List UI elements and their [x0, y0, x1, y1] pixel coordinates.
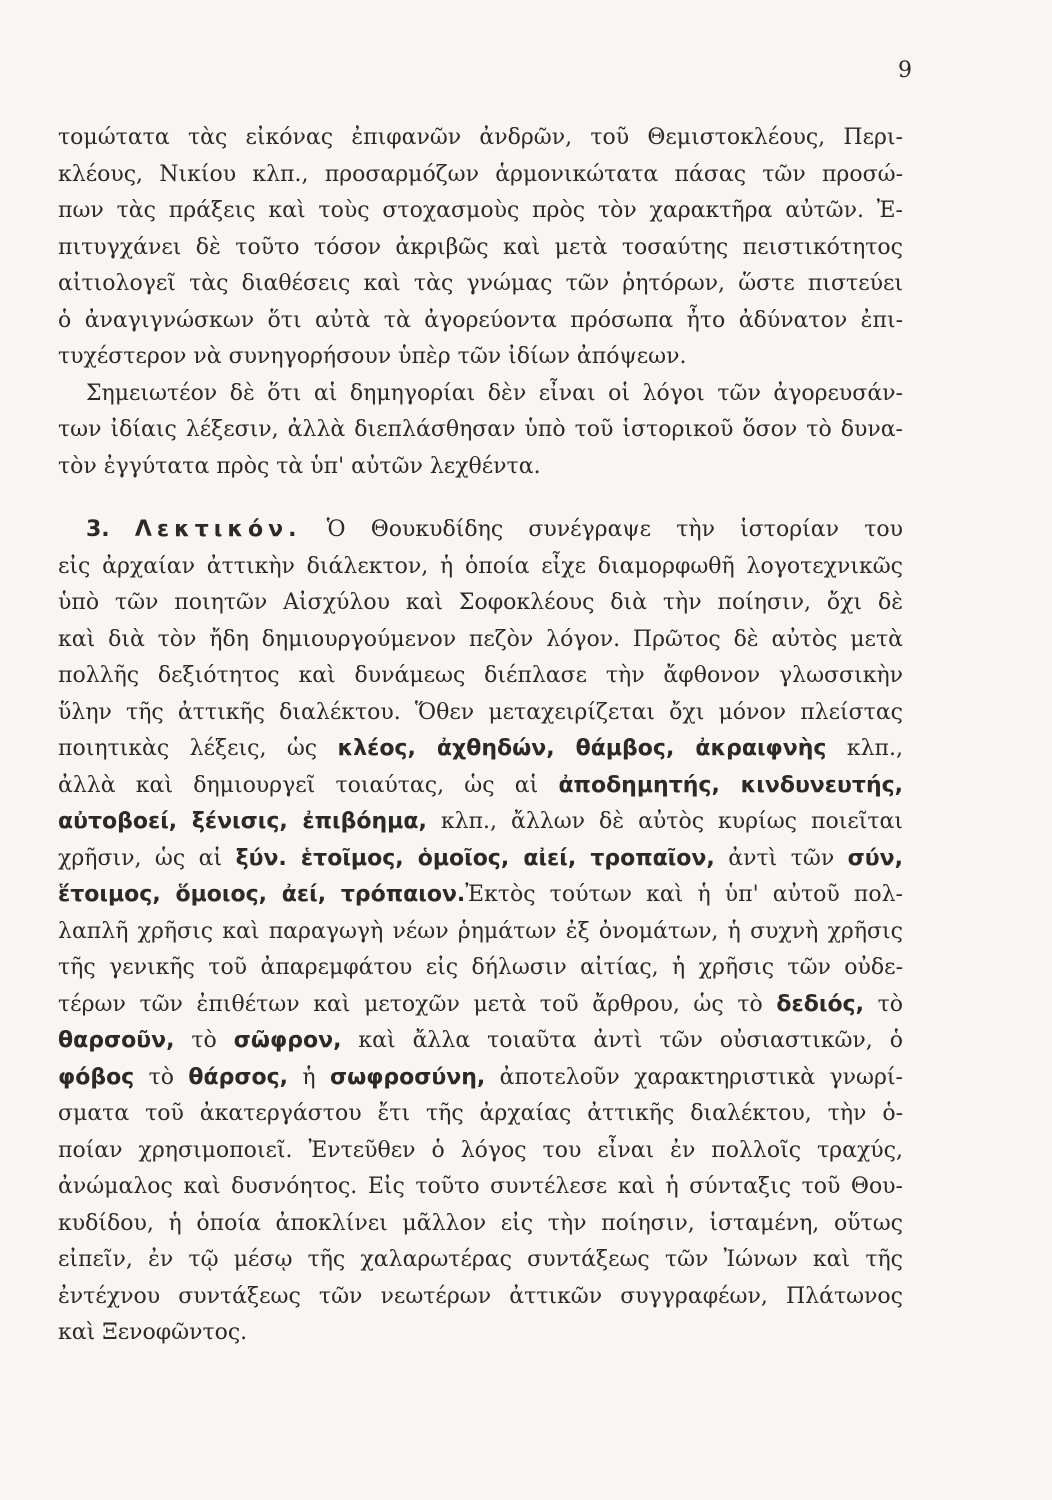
text-line: κλέους, Νικίου κλπ., προσαρμόζων ἁρμονικώτατα πάσας τῶν προσώ-: [58, 161, 903, 187]
text-line: [58, 1060, 903, 1097]
section-title: Λεκτικόν.: [134, 517, 302, 542]
text-line: λαπλῆ χρῆσις καὶ παραγωγὴ νέων ῥημάτων ἐξ ὀνομάτων, ἡ συχνὴ χρῆσις: [58, 918, 903, 944]
text-span: Ἐκτὸς τούτων καὶ ἡ ὑπ' αὐτοῦ πολ-: [465, 882, 903, 907]
section-number: 3.: [86, 517, 110, 542]
text-line: πιτυγχάνει δὲ τοῦτο τόσον ἀκριβῶς καὶ μετὰ τοσαύτης πειστικότητος: [58, 234, 903, 260]
text-span: ἀντὶ τῶν: [728, 845, 835, 871]
text-line: αἰτιολογεῖ τὰς διαθέσεις καὶ τὰς γνώμας τῶν ῥητόρων, ὥστε πιστεύει: [58, 271, 903, 296]
text-span: ἀλλὰ καὶ δημιουργεῖ τοιαύτας, ὡς αἱ: [58, 772, 539, 798]
text-line: πολλῆς δεξιότητος καὶ δυνάμεως διέπλασε τὴν ἄφθονον γλωσσικὴν: [58, 663, 903, 688]
text-span: ἀποτελοῦν χαρακτηριστικὰ γνωρί-: [499, 1064, 903, 1090]
text-line: [58, 1023, 903, 1060]
bold-words: αὐτοβοεί, ξένισις, ἐπιβόημα,: [58, 809, 427, 834]
bold-words: σύν,: [847, 845, 903, 871]
text-span: τὸ: [877, 991, 903, 1017]
text-line: τομώτατα τὰς εἰκόνας ἐπιφανῶν ἀνδρῶν, τοῦ Θεμιστοκλέους, Περι-: [58, 125, 903, 150]
bold-words: σῶφρον,: [233, 1028, 342, 1053]
text-line: ποίαν χρησιμοποιεῖ. Ἐντεῦθεν ὁ λόγος του εἶναι ἐν πολλοῖς τραχύς,: [58, 1137, 903, 1163]
text-span: καὶ ἄλλα τοιαῦτα ἀντὶ τῶν οὐσιαστικῶν, ὁ: [358, 1028, 903, 1053]
text-span: Ὁ Θουκυδίδης συνέγραψε τὴν ἱστορίαν του: [326, 517, 903, 542]
text-line: καὶ Ξενοφῶντος.: [58, 1320, 248, 1345]
text-line: τυχέστερον νὰ συνηγορήσουν ὑπὲρ τῶν ἰδίων ἀπόψεων.: [58, 344, 687, 369]
text-line: ὕλην τῆς ἀττικῆς διαλέκτου. Ὅθεν μεταχειρίζεται ὄχι μόνον πλείστας: [58, 699, 903, 725]
text-line: ὑπὸ τῶν ποιητῶν Αἰσχύλου καὶ Σοφοκλέους διὰ τὴν ποίησιν, ὄχι δὲ: [58, 590, 903, 615]
text-line: [58, 731, 903, 768]
text-line: ἐντέχνου συντάξεως τῶν νεωτέρων ἀττικῶν συγγραφέων, Πλάτωνος: [58, 1283, 903, 1309]
text-line: κυδίδου, ἡ ὁποία ἀποκλίνει μᾶλλον εἰς τὴν ποίησιν, ἱσταμένη, οὕτως: [58, 1210, 903, 1236]
text-span: τὸ: [191, 1028, 217, 1053]
text-span: τέρων τῶν ἐπιθέτων καὶ μετοχῶν μετὰ τοῦ ἄρθρου, ὡς τὸ: [58, 991, 763, 1017]
text-span: τὸ: [148, 1064, 175, 1090]
bold-words: φόβος: [58, 1064, 135, 1090]
text-line: τὸν ἐγγύτατα πρὸς τὰ ὑπ' αὐτῶν λεχθέντα.: [58, 453, 541, 479]
text-line: τῆς γενικῆς τοῦ ἀπαρεμφάτου εἰς δήλωσιν αἰτίας, ἡ χρῆσις τῶν οὐδε-: [58, 955, 903, 980]
text-line: [58, 987, 903, 1024]
text-line: σματα τοῦ ἀκατεργάστου ἔτι τῆς ἀρχαίας ἀττικῆς διαλέκτου, τὴν ὁ-: [58, 1101, 903, 1126]
text-line: των ἰδίαις λέξεσιν, ἀλλὰ διεπλάσθησαν ὑπὸ τοῦ ἱστορικοῦ ὅσον τὸ δυνα-: [58, 417, 903, 442]
text-line: ὁ ἀναγιγνώσκων ὅτι αὐτὰ τὰ ἀγορεύοντα πρόσωπα ἦτο ἀδύνατον ἐπι-: [58, 307, 903, 333]
text-span: κλπ., ἄλλων δὲ αὐτὸς κυρίως ποιεῖται: [440, 809, 903, 834]
section-heading-line: [58, 512, 903, 549]
bold-words: κλέος, ἀχθηδών, θάμβος, ἀκραιφνὴς: [337, 736, 827, 761]
text-line: εἰπεῖν, ἐν τῷ μέσῳ τῆς χαλαρωτέρας συντάξεως τῶν Ἰώνων καὶ τῆς: [58, 1247, 903, 1272]
bold-words: ξύν. ἑτοῖμος, ὁμοῖος, αἰεί, τροπαῖον,: [235, 845, 715, 871]
bold-words: ἕτοιμος, ὅμοιος, ἀεί, τρόπαιον.: [58, 882, 466, 907]
section-lektikon: [58, 512, 903, 1352]
bold-words: ἀποδημητής, κινδυνευτής,: [558, 772, 903, 798]
text-line: ἀνώμαλος καὶ δυσνόητος. Εἰς τοῦτο συντέλεσε καὶ ἡ σύνταξις τοῦ Θου-: [58, 1174, 903, 1199]
body-text-top: [58, 120, 903, 485]
text-span: χρῆσιν, ὡς αἱ: [58, 845, 223, 871]
bold-words: δεδιός,: [776, 991, 864, 1017]
text-line: [58, 877, 903, 914]
text-line: [58, 841, 903, 878]
bold-words: θάρσος,: [188, 1064, 289, 1090]
bold-words: θαρσοῦν,: [58, 1028, 175, 1053]
text-span: ἡ: [302, 1064, 316, 1090]
bold-words: σωφροσύνη,: [329, 1064, 486, 1090]
text-line: καὶ διὰ τὸν ἤδη δημιουργούμενον πεζὸν λόγον. Πρῶτος δὲ αὐτὸς μετὰ: [58, 626, 903, 652]
text-line: εἰς ἀρχαίαν ἀττικὴν διάλεκτον, ἡ ὁποία εἶχε διαμορφωθῆ λογοτεχνικῶς: [58, 553, 903, 579]
text-line: [58, 768, 903, 805]
text-span: ποιητικὰς λέξεις, ὡς: [58, 736, 318, 761]
text-line: [58, 804, 903, 841]
text-line: Σημειωτέον δὲ ὅτι αἱ δημηγορίαι δὲν εἶναι οἱ λόγοι τῶν ἀγορευσάν-: [86, 380, 903, 406]
text-span: κλπ.,: [846, 736, 903, 761]
page-number: 9: [898, 58, 912, 83]
text-line: πων τὰς πράξεις καὶ τοὺς στοχασμοὺς πρὸς τὸν χαρακτῆρα αὐτῶν. Ἐ-: [58, 198, 903, 223]
